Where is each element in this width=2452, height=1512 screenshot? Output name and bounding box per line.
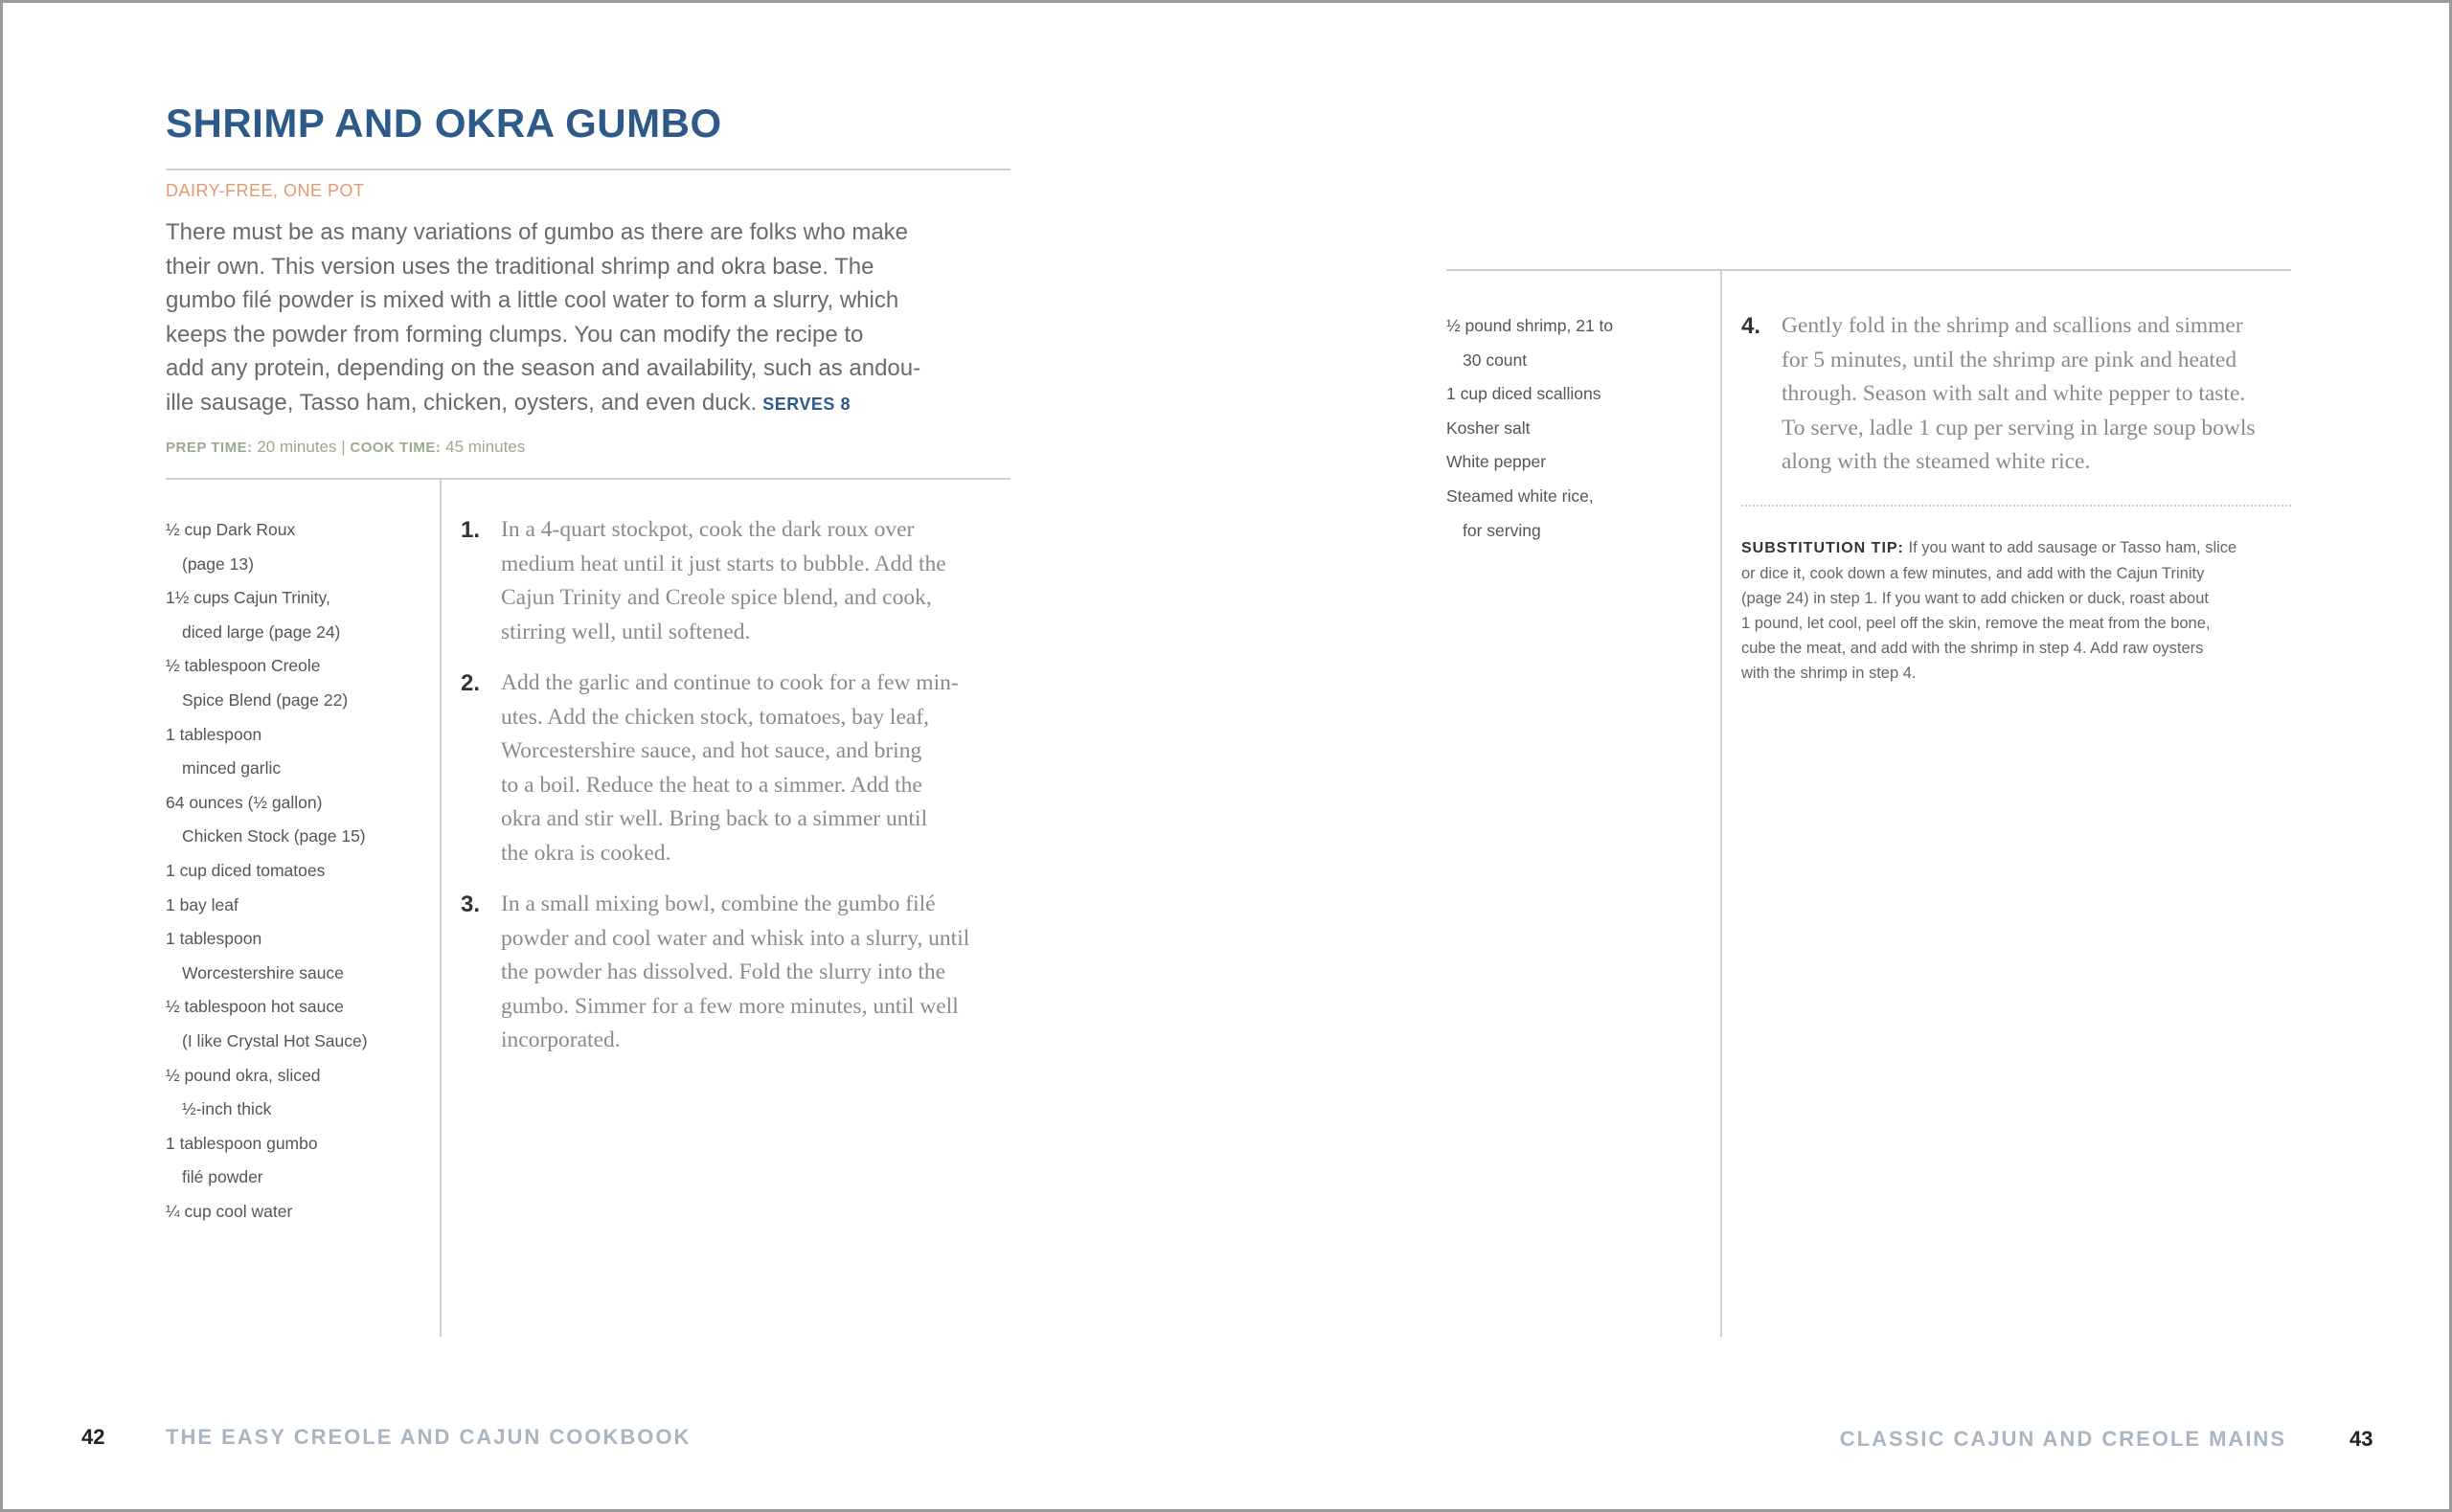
recipe-title: SHRIMP AND OKRA GUMBO — [166, 101, 722, 146]
ingredient: 1 tablespoon minced garlic — [166, 724, 282, 779]
step-number: 1. — [461, 517, 481, 543]
ingredient: Steamed white rice, for serving — [1446, 485, 1594, 540]
ingredient: 64 ounces (½ gallon) Chicken Stock (page 15) — [166, 792, 366, 846]
intro-divider — [166, 478, 1010, 480]
step-number: 3. — [461, 891, 481, 917]
intro-line-last — [166, 386, 989, 422]
ingredient: ¼ cup cool water — [166, 1201, 293, 1221]
substitution-tip: SUBSTITUTION TIP: If you want to add sausage or Tasso ham, slice or dice it, cook down a few minutes, and add with the Cajun Trinity (page 24) in step 1. If you want to add chicken or duck, roast about 1 pound, let cool, peel off the skin, remove the meat from the bone, cube the meat, and add with the shrimp in step 4. Add raw oysters with the shrimp in step 4. — [1741, 539, 2237, 682]
page-number-left: 42 — [81, 1425, 105, 1449]
running-head-right: CLASSIC CAJUN AND CREOLE MAINS — [1839, 1427, 2286, 1451]
tip-divider — [1741, 505, 2291, 507]
cook-time-value: 45 minutes — [445, 438, 526, 456]
ingredient: ½ cup Dark Roux (page 13) — [166, 520, 296, 574]
ingredient: 1 tablespoon Worcestershire sauce — [166, 929, 344, 982]
recipe-tags: DAIRY-FREE, ONE POT — [166, 181, 365, 200]
intro-line: add any protein, depending on the season and availability, such as andou- — [166, 355, 921, 382]
tip-label: SUBSTITUTION TIP: — [1741, 540, 1904, 556]
step-text: In a 4-quart stockpot, cook the dark roux over medium heat until it just starts to bubble. Add the Cajun Trinity and Creole spice blend, and cook, stirring well, until softened. — [501, 517, 946, 644]
step-text: In a small mixing bowl, combine the gumbo filé powder and cool water and whisk into a slurry, until the powder has dissolved. Fold the slurry into the gumbo. Simmer for a few more minutes, until well incorporated. — [501, 891, 970, 1053]
title-divider — [166, 169, 1010, 170]
intro-line: their own. This version uses the traditional shrimp and okra base. The — [166, 253, 874, 280]
ingredient: ½ pound okra, sliced ½-inch thick — [166, 1065, 321, 1119]
ingredient: ½ tablespoon hot sauce (I like Crystal Hot Sauce) — [166, 997, 368, 1050]
intro-line: ille sausage, Tasso ham, chicken, oysters, and even duck. — [166, 389, 758, 416]
intro-line: gumbo filé powder is mixed with a little cool water to form a slurry, which — [166, 287, 899, 314]
recipe-times — [166, 438, 525, 457]
step-number: 2. — [461, 670, 481, 696]
ingredient-list-left — [166, 513, 434, 1229]
cook-time-label: COOK TIME: — [350, 440, 442, 456]
intro-line: keeps the powder from forming clumps. You can modify the recipe to — [166, 321, 864, 348]
ingredient: 1 bay leaf — [166, 894, 238, 914]
serves-label: SERVES 8 — [762, 394, 851, 414]
step-text: Add the garlic and continue to cook for a few min- utes. Add the chicken stock, tomatoes, bay leaf, Worcestershire sauce, and hot sauce, and bring to a boil. Reduce the heat to a simmer. Add the okra and stir well. Bring back to a simmer until the okra is cooked. — [501, 670, 959, 866]
ingredient: Kosher salt — [1446, 417, 1531, 438]
time-separator: | — [341, 438, 346, 456]
ingredient: White pepper — [1446, 452, 1547, 472]
prep-time-value: 20 minutes — [257, 438, 337, 456]
recipe-intro — [166, 215, 989, 422]
right-ingredients-column-rule — [1720, 271, 1722, 1337]
intro-line: There must be as many variations of gumbo as there are folks who make — [166, 219, 909, 245]
right-top-divider — [1446, 269, 2291, 271]
ingredient-list-right — [1446, 309, 1714, 548]
ingredient: 1 tablespoon gumbo filé powder — [166, 1133, 318, 1187]
ingredient: ½ tablespoon Creole Spice Blend (page 22) — [166, 656, 349, 710]
ingredients-column-rule — [440, 480, 442, 1337]
ingredient: 1 cup diced scallions — [1446, 384, 1601, 404]
step-text: Gently fold in the shrimp and scallions and simmer for 5 minutes, until the shrimp are pink and heated through. Season with salt and white pepper to taste. To serve, ladle 1 cup per serving in large soup bowls along with the steamed white rice. — [1782, 313, 2256, 475]
ingredient: 1½ cups Cajun Trinity, diced large (page 24) — [166, 588, 341, 642]
ingredient: ½ pound shrimp, 21 to 30 count — [1446, 316, 1614, 370]
prep-time-label: PREP TIME: — [166, 440, 253, 456]
ingredient: 1 cup diced tomatoes — [166, 860, 326, 880]
step-number: 4. — [1741, 313, 1761, 339]
running-head-left: THE EASY CREOLE AND CAJUN COOKBOOK — [166, 1425, 692, 1449]
page-number-right: 43 — [2350, 1427, 2373, 1451]
